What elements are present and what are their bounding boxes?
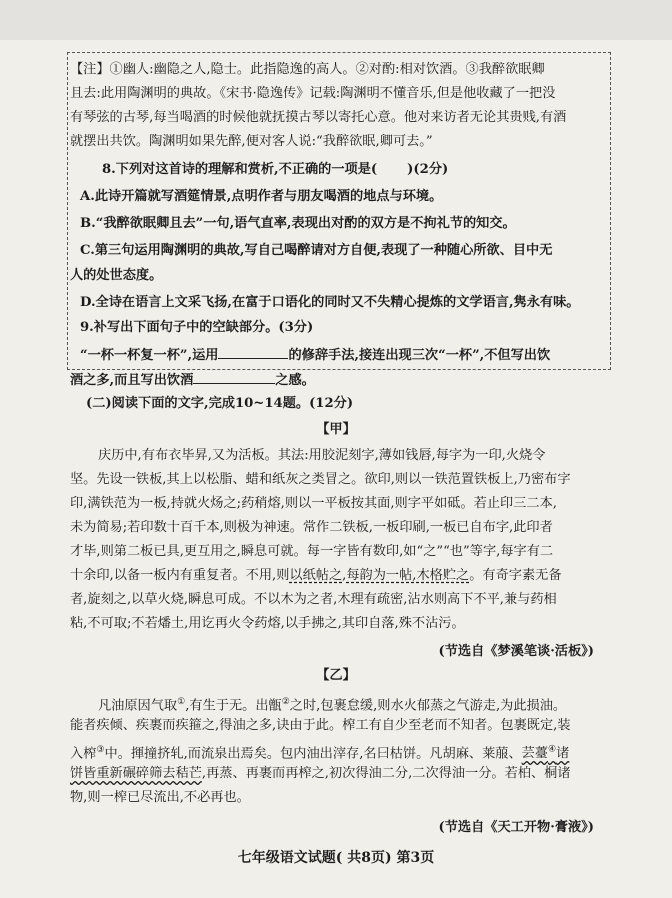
yi-note-2: ② [281,697,290,707]
q9-line-1-b: 的修辞手法,接连出现三次“一杯”,不但写出饮 [288,348,551,363]
jia-line-8: 粘,不可取;不若燔土,用讫再火令药熔,以手拂之,其印自落,殊不沾污。 [70,616,465,631]
yi-line-2: 能者疾倾、疾裹而疾箍之,得油之多,诀由于此。榨工有自少至老而不知者。包裹既定,装 [70,718,571,733]
yi-line-1-a: 凡油原因气取 [98,698,178,714]
q8-option-b: B.“我醉欲眠卿且去”一句,语气直率,表现出对酌的双方是不拘礼节的知交。 [80,216,516,231]
q9-stem: 9.补写出下面句子中的空缺部分。(3分) [80,320,314,335]
yi-line-1 [98,692,566,716]
yi-line-3-a: 入榨 [70,746,97,762]
jia-line-6-c: , [342,568,347,583]
yi-line-1-b: ,有生于无。出甑 [185,698,282,714]
q8-option-a: A.此诗开篇就写酒筵情景,点明作者与朋友喝酒的地点与环境。 [80,189,443,204]
yi-note-3: ③ [96,745,105,755]
note-line-4: 就摆出共饮。陶渊明如果先醉,便对客人说:“我醉欲眠,卿可去。” [70,134,433,149]
jia-line-5: 才毕,则第二板已具,更互用之,瞬息可就。每一字皆有数印,如“之”“也”等字,每字有二 [70,544,554,559]
yi-line-1-c: 之时,包裹怠缓,则水火郁蒸之气游走,为此损油。 [289,698,567,714]
q9-line-1 [80,344,550,366]
q9-blank-1 [218,344,288,359]
scan-shadow [0,0,672,40]
yi-source: (节选自《天工开物·膏液》) [438,820,594,835]
jia-line-4: 未为简易;若印数十百千本,则极为神速。常作二铁板,一板印刷,一板已自布字,此印者 [70,520,553,535]
yi-note-4: ④ [548,745,557,755]
yi-line-3-c: 芸薹 [521,746,549,762]
yi-note-1: ① [177,697,186,707]
yi-underline-start [522,746,570,761]
q9-line-2 [70,369,315,391]
jia-line-3: 印,满铁范为一板,持就火炀之;药稍熔,则以一平板按其面,则字平如砥。若止印三二本, [70,496,557,511]
jia-line-6-a: 十余印,以备一板内有重复者。不用,则 [70,568,290,583]
section-2-heading: (二)阅读下面的文字,完成10~14题。(12分) [86,396,354,411]
q9-blank-2 [193,369,275,384]
jia-title: 【甲】 [316,422,356,437]
jia-line-6 [70,566,562,586]
jia-line-2: 坚。先设一铁板,其上以松脂、蜡和纸灰之类冒之。欲印,则以一铁范置铁板上,乃密布字 [70,472,571,487]
jia-source: (节选自《梦溪笔谈·活板》) [438,644,594,659]
jia-underline-2: 每韵为一帖,木格贮之 [346,568,470,583]
note-line-1: 【注】①幽人:幽隐之人,隐士。此指隐逸的高人。②对酌:相对饮酒。③我醉欲眠卿 [70,62,545,77]
jia-line-1: 庆历中,有布衣毕昇,又为活板。其法:用胶泥刻字,薄如钱唇,每字为一印,火烧令 [98,448,546,463]
jia-underline-1: 以纸帖之 [289,568,343,583]
jia-line-7: 者,旋刻之,以草火烧,瞬息可成。不以木为之者,木理有疏密,沾水则高下不平,兼与药相 [70,592,557,607]
yi-line-3-b: 中。揮撞挤轧,而流泉出焉矣。包内油出滓存,名曰枯饼。凡胡麻、莱菔、 [104,746,522,762]
page-footer: 七年级语文试题( 共8页) 第3页 [237,850,435,866]
yi-underline-end: 饼皆重新碾碎筛去秸芒 [70,766,202,781]
q9-line-2-b: 之感。 [275,373,315,388]
yi-line-4 [70,764,571,784]
q8-stem-text: 8.下列对这首诗的理解和赏析,不正确的一项是( [102,162,378,177]
q9-line-1-a: “一杯一杯复一杯”,运用 [80,348,219,363]
q8-option-c-line-2: 人的处世态度。 [70,268,163,283]
note-line-3: 有琴弦的古琴,每当喝酒的时候他就抚摸古琴以寄托心意。他对来访者无论其贵贱,有酒 [70,110,567,125]
yi-line-5: 物,则一榨已尽流出,不必再也。 [70,790,250,805]
jia-line-6-e: 。有奇字素无备 [469,568,562,583]
yi-line-4-b: ,再蒸、再裹而再榨之,初次得油二分,二次得油一分。若柏、桐诸 [201,766,571,781]
yi-line-3-d: 诸 [556,746,570,762]
q8-option-c-line-1: C.第三句运用陶渊明的典故,写自己喝醉请对方自便,表现了一种随心所欲、目中无 [80,243,553,258]
q9-line-2-a: 酒之多,而且写出饮酒 [70,373,194,388]
q8-option-d: D.全诗在语言上文采飞扬,在富于口语化的同时又不失精心提炼的文学语言,隽永有味。 [80,295,580,310]
yi-line-3 [70,740,569,764]
yi-title: 【乙】 [316,668,356,683]
note-line-2: 且去:此用陶渊明的典故。《宋书·隐逸传》记载:陶渊明不懂音乐,但是他收藏了一把没 [70,86,556,101]
q8-stem-score: )(2分) [407,162,449,177]
q8-stem [102,160,448,180]
